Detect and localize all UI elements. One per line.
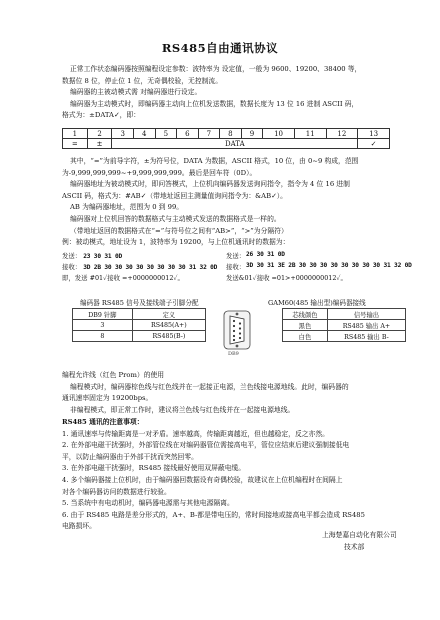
frame-number-cell: 4 bbox=[134, 129, 156, 139]
db9-pin-table bbox=[72, 308, 206, 342]
pin-cell: RS485(A+) bbox=[132, 320, 205, 331]
recv-label: 接收： bbox=[226, 263, 246, 271]
pin-header: 定义 bbox=[132, 309, 205, 320]
page-title: RS485自由通讯协议 bbox=[161, 41, 279, 55]
intro-line: 编码器为主动模式时，即编码器主动向上位机发送数据，数据长度为 13 位 16 进制 ASCII 码， bbox=[70, 99, 359, 108]
frame-number-cell: 13 bbox=[358, 129, 390, 139]
frame-number-cell: 9 bbox=[241, 129, 263, 139]
wire-cell: RS485 输出 A+ bbox=[327, 320, 405, 331]
desc-line: 为-9,999,999,999~+9,999,999,999。最后是回车符（0D）。 bbox=[62, 168, 257, 177]
note-item: 5. 当系统中有电动机时，编码器电源需与其他电源隔离。 bbox=[62, 499, 234, 508]
wire-header: 信号输出 bbox=[327, 309, 405, 320]
wire-cell: RS485 输出 B- bbox=[327, 331, 405, 342]
examples-block bbox=[62, 251, 422, 284]
pin-header: DB9 针脚 bbox=[73, 309, 133, 320]
pin-table-caption: 编码器 RS485 信号及接线端子引脚分配 bbox=[80, 299, 199, 307]
note-item: 对各个编码器访问的数据进行较验。 bbox=[62, 487, 171, 496]
send-label: 发送： bbox=[226, 252, 246, 260]
signature-block bbox=[322, 529, 397, 553]
frame-cell: ± bbox=[87, 139, 112, 149]
connector-label: DB9 bbox=[228, 351, 239, 357]
wire-color-table bbox=[282, 308, 406, 342]
wiring-line: 编程模式时，编码器棕色线与红色线并在一起接正电源，兰色线接电源地线。此时，编码器的 bbox=[70, 382, 349, 391]
frame-number-cell: 12 bbox=[326, 129, 358, 139]
desc-line: AB 为编码器地址，范围为 0 到 99。 bbox=[70, 203, 184, 212]
desc-line: 编码器对上位机回答的数据格式与主动模式发送的数据格式是一样的。 bbox=[70, 214, 281, 223]
frame-number-cell: 5 bbox=[155, 129, 177, 139]
intro-line: 格式为：±DATA✓，即： bbox=[62, 111, 141, 120]
desc-line: （带地址返回的数据格式在“=”与符号位之间有“AB>”，“>”为分隔符） bbox=[70, 226, 288, 235]
frame-number-cell: 6 bbox=[177, 129, 199, 139]
recv-hex-2: 3D 30 31 3E 2B 30 30 30 30 30 30 30 30 31 32 0D bbox=[246, 262, 412, 269]
company-name: 上海楚嘉自动化有限公司 bbox=[322, 531, 397, 539]
frame-cell: ✓ bbox=[358, 139, 390, 149]
frame-number-cell: 2 bbox=[87, 129, 112, 139]
department-name: 技术部 bbox=[344, 543, 365, 551]
example-note-1: 即，发送 #01✓接收 =+0000000012✓。 bbox=[62, 274, 184, 282]
pin-cell: 8 bbox=[73, 331, 133, 342]
recv-hex-1: 3D 2B 30 30 30 30 30 30 30 30 31 32 0D bbox=[83, 264, 218, 271]
desc-line: 其中，“=”为前导字符，±为符号位，DATA 为数据，ASCII 格式，10 位，由 0~9 构成，范围 bbox=[70, 157, 359, 165]
wiring-line: 非编程模式，即正常工作时，建议将兰色线与红色线并在一起接电源地线。 bbox=[70, 405, 295, 414]
wiring-table-caption: GAM60(485 输出型)编码器接线 bbox=[268, 299, 366, 307]
frame-number-cell: 3 bbox=[112, 129, 134, 139]
desc-line: ASCII 码，格式为：#AB✓（带地址返回主测量值询问指令为：&AB✓）。 bbox=[62, 191, 287, 200]
send-hex-2: 26 30 31 0D bbox=[246, 251, 285, 258]
note-item: 3. 在外部电磁干扰强时，RS485 接线最好使用双屏蔽电缆。 bbox=[62, 464, 246, 473]
intro-line: 编码器的主被动模式需 对编码器进行设定。 bbox=[70, 88, 202, 97]
notes-section bbox=[62, 417, 365, 533]
wiring-heading: 编程允许线（红色 Prom）的使用 bbox=[62, 371, 165, 379]
pin-cell: 3 bbox=[73, 320, 133, 331]
send-hex-1: 23 30 31 0D bbox=[83, 253, 122, 260]
note-item: 电路损坏。 bbox=[62, 522, 96, 531]
protocol-description bbox=[62, 156, 359, 249]
wiring-line: 通讯速率固定为 19200bps。 bbox=[62, 394, 153, 403]
note-item: 平，以防止编码器由于外部干扰而突然回零。 bbox=[62, 452, 198, 461]
intro-line: 正常工作状态编码器按照编程设定参数：波特率为 设定值，一般为 9600、19200、38400 等， bbox=[70, 65, 362, 73]
frame-number-cell: 10 bbox=[263, 129, 295, 139]
intro-paragraph bbox=[62, 64, 362, 122]
frame-number-cell: 7 bbox=[198, 129, 220, 139]
note-item: 2. 在外部电磁干扰强时，外部管位线在对编码器管位需接高电平，管位应结束后建议强制接低电 bbox=[62, 441, 350, 450]
frame-number-cell: 1 bbox=[63, 129, 88, 139]
wire-cell: 白色 bbox=[283, 331, 328, 342]
notes-list bbox=[62, 429, 365, 533]
frame-cell: = bbox=[63, 139, 88, 149]
notes-heading: RS485 通讯的注意事项： bbox=[62, 418, 144, 426]
note-item: 4. 多个编码器接上位机时，由于编码器回数据设有奇偶校验，故建议在上位机编程时在间隔上 bbox=[62, 475, 343, 484]
note-item: 1. 通讯速率与传输距离是一对矛盾。速率越高，传输距离越近，但也越稳定，反之亦然。 bbox=[62, 429, 329, 438]
desc-line: 编码器地址为被动模式时，即问答模式，上位机向编码器发送询问指令，指令为 4 位 16 进制 bbox=[70, 180, 350, 189]
frame-format-table bbox=[62, 128, 390, 149]
wiring-section bbox=[62, 370, 349, 416]
frame-data-cell: DATA bbox=[112, 139, 358, 149]
desc-line: 例：被动模式，地址设为 1，波特率为 19200，与上位机通讯时的数据为： bbox=[62, 238, 290, 247]
db9-connector-icon bbox=[222, 310, 252, 350]
frame-number-cell: 11 bbox=[294, 129, 326, 139]
example-note-2: 发送&01✓接收 =01>+0000000012✓。 bbox=[226, 274, 347, 282]
frame-numbers-row bbox=[63, 129, 390, 139]
send-label: 发送： bbox=[62, 252, 82, 260]
intro-line: 数据位 8 位，停止位 1 位，无奇偶校验，无控制流。 bbox=[62, 76, 223, 85]
wire-cell: 黑色 bbox=[283, 320, 328, 331]
frame-content-row bbox=[63, 139, 390, 149]
frame-number-cell: 8 bbox=[220, 129, 242, 139]
note-item: 6. 由于 RS485 电路是差分形式的，A+、B-都是带电压的，常时间接地或接高电平都会造成 RS485 bbox=[62, 510, 365, 519]
pin-cell: RS485(B-) bbox=[132, 331, 205, 342]
wire-header: 芯线颜色 bbox=[283, 309, 328, 320]
recv-label: 接收： bbox=[62, 263, 82, 271]
